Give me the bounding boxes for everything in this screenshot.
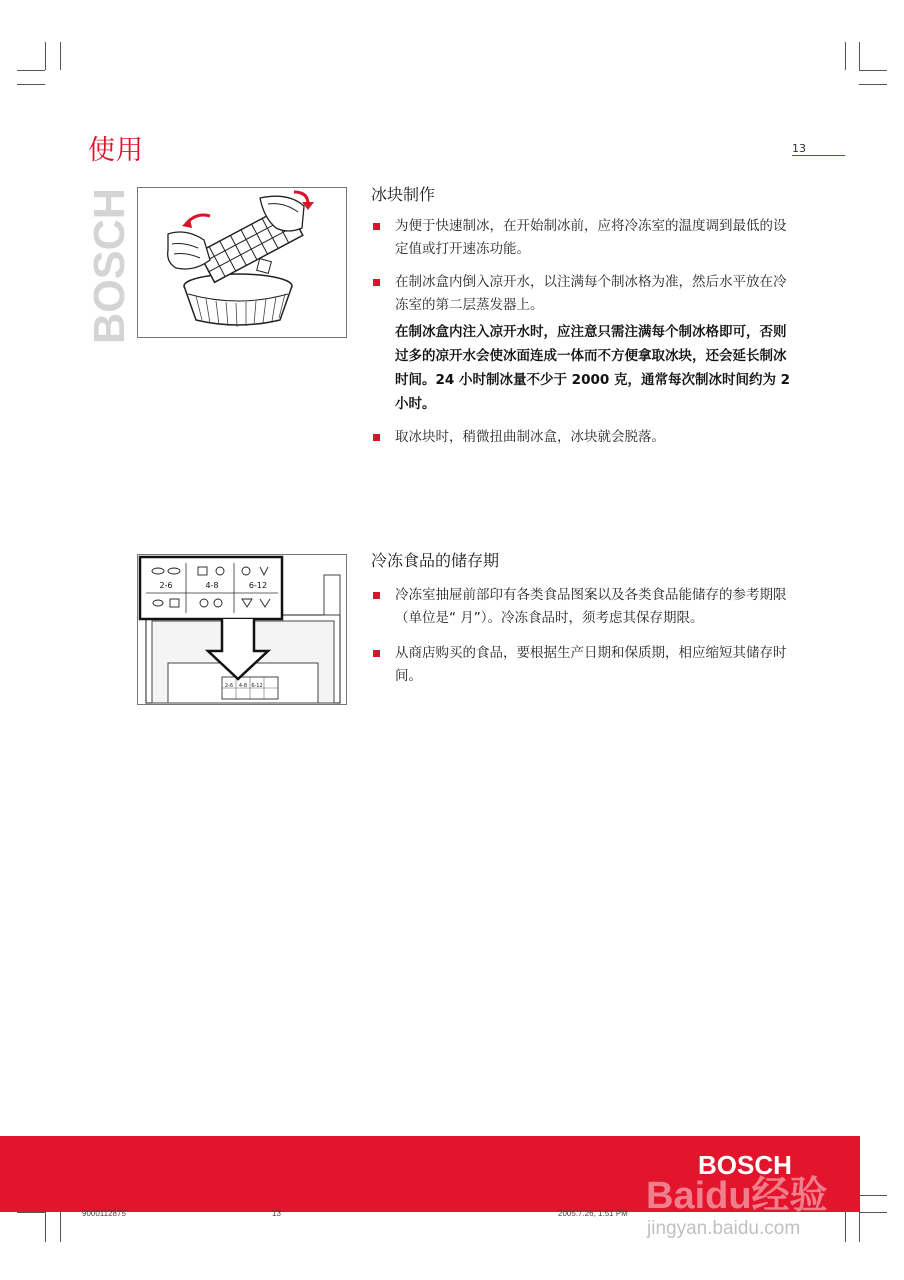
slug-code: 9000112875 [82,1209,126,1218]
page-number-rule [792,155,845,156]
list-item-text: 为便于快速制冰，在开始制冰前，应将冷冻室的温度调到最低的设定值或打开速冻功能。 [395,218,787,257]
bullet-square-icon [373,434,380,441]
ice-tray-illustration [137,187,347,338]
list-item-text: 在制冰盒内倒入凉开水，以注满每个制冰格为准，然后水平放在冷冻室的第二层蒸发器上。 [395,274,787,313]
storage-period-label: 6-12 [248,581,268,590]
storage-period-label: 2-6 [159,581,173,590]
bullet-square-icon [373,279,380,286]
crop-mark [859,1195,887,1196]
mini-label: 4-8 [238,683,248,689]
list-item [371,215,791,261]
crop-mark [859,42,860,70]
storage-period-label: 4-8 [205,581,219,590]
storage-section-heading: 冷冻食品的储存期 [371,551,500,570]
freezer-drawer-illustration [137,554,347,705]
baidu-watermark: Baidu经验 [646,1175,828,1217]
mini-label: 6-12 [251,683,263,689]
storage-section-list [371,584,791,688]
crop-mark [845,1212,846,1242]
section-title: 使用 [88,135,144,166]
list-item-text: 从商店购买的食品，要根据生产日期和保质期，相应缩短其储存时间。 [395,645,787,684]
list-item [371,584,791,630]
slug-page: 13 [272,1209,281,1218]
crop-mark [17,84,45,85]
crop-mark [60,1212,61,1242]
bullet-square-icon [373,592,380,599]
freezer-drawer-drawing [138,555,346,704]
crop-mark [859,84,887,85]
ice-section-list [371,215,791,449]
bullet-square-icon [373,223,380,230]
list-item-text: 取冰块时，稍微扭曲制冰盒，冰块就会脱落。 [395,429,665,445]
list-item [371,426,791,449]
list-item-note: 在制冰盒内注入凉开水时，应注意只需注满每个制冰格即可，否则过多的凉开水会使冰面连成一体而不方便拿取冰块，还会延长制冰时间。24 小时制冰量不少于 2000 克，通常每次制冰时间约为 2 小时。 [395,324,791,412]
list-item [371,271,791,416]
mini-label: 2-6 [224,683,234,689]
ice-section-heading: 冰块制作 [371,185,436,204]
bosch-vertical-logo [85,185,134,346]
watermark-url: jingyan.baidu.com [647,1218,801,1239]
crop-mark [17,70,45,71]
ice-tray-drawing [138,188,346,337]
bullet-square-icon [373,650,380,657]
crop-mark [859,70,887,71]
crop-mark [45,42,46,70]
crop-mark [17,1212,45,1213]
crop-mark [60,42,61,70]
crop-mark [845,42,846,70]
crop-mark [859,1212,860,1242]
crop-mark [859,1212,887,1213]
slug-date: 2005.7.26, 1:51 PM [558,1209,628,1218]
list-item [371,642,791,688]
bosch-footer-logo: BOSCH [698,1150,792,1180]
list-item-text: 冷冻室抽屉前部印有各类食品图案以及各类食品能储存的参考期限（单位是“ 月”）。冷冻食品时，须考虑其保存期限。 [395,587,787,626]
page-number: 13 [792,142,806,155]
bosch-vertical-text: BOSCH [85,185,134,344]
crop-mark [45,1212,46,1242]
